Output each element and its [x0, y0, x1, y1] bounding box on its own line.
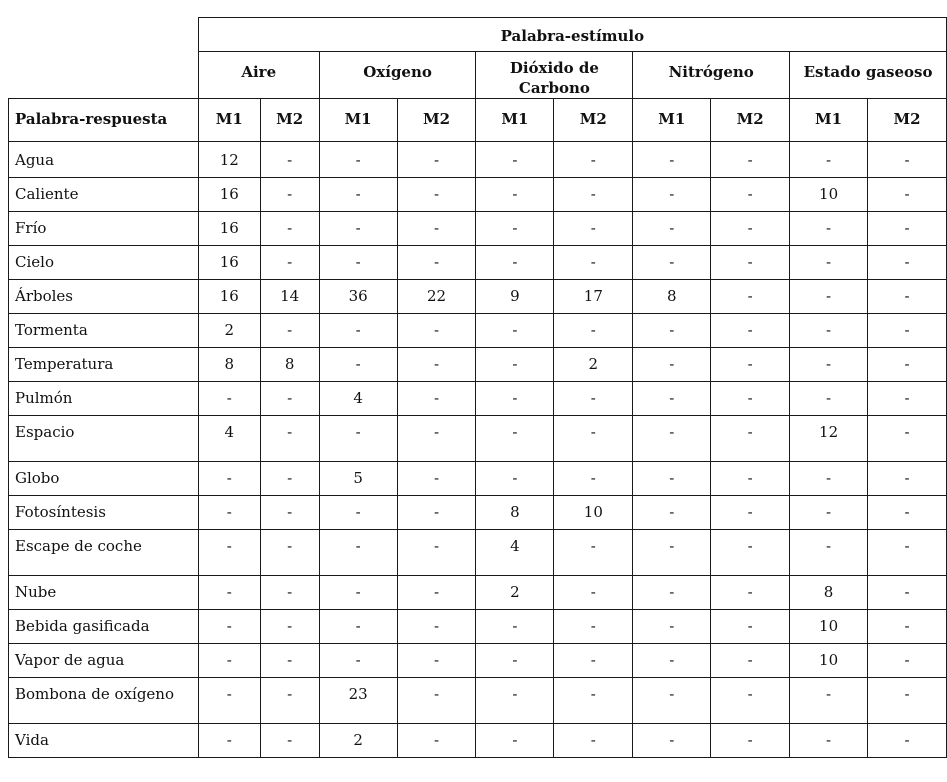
table-row	[9, 530, 947, 576]
value-cell: -	[633, 678, 711, 724]
value-cell: -	[319, 314, 397, 348]
table-row	[9, 212, 947, 246]
value-cell: 4	[476, 530, 554, 576]
value-cell: -	[790, 348, 868, 382]
table-row	[9, 644, 947, 678]
value-cell: -	[397, 142, 476, 178]
value-cell: 14	[260, 280, 319, 314]
table-row	[9, 178, 947, 212]
sub-header: M2	[260, 99, 319, 142]
value-cell: 5	[319, 462, 397, 496]
sub-header: M2	[554, 99, 633, 142]
value-cell: -	[554, 678, 633, 724]
value-cell: -	[198, 496, 260, 530]
value-cell: -	[319, 416, 397, 462]
value-cell: -	[711, 416, 790, 462]
value-cell: 17	[554, 280, 633, 314]
value-cell: -	[711, 348, 790, 382]
value-cell: -	[260, 382, 319, 416]
value-cell: -	[790, 314, 868, 348]
value-cell: -	[397, 212, 476, 246]
value-cell: -	[476, 178, 554, 212]
value-cell: 16	[198, 212, 260, 246]
value-cell: -	[868, 348, 947, 382]
response-word-cell: Árboles	[9, 280, 199, 314]
value-cell: -	[260, 462, 319, 496]
table-row	[9, 314, 947, 348]
value-cell: -	[397, 246, 476, 280]
value-cell: -	[711, 246, 790, 280]
value-cell: -	[260, 496, 319, 530]
value-cell: 10	[790, 644, 868, 678]
value-cell: -	[554, 610, 633, 644]
value-cell: -	[397, 462, 476, 496]
response-word-cell: Bebida gasificada	[9, 610, 199, 644]
value-cell: -	[319, 496, 397, 530]
value-cell: -	[319, 246, 397, 280]
value-cell: -	[868, 530, 947, 576]
value-cell: -	[397, 382, 476, 416]
value-cell: -	[868, 644, 947, 678]
sub-header: M1	[198, 99, 260, 142]
value-cell: -	[319, 644, 397, 678]
value-cell: -	[476, 348, 554, 382]
value-cell: -	[260, 576, 319, 610]
value-cell: 2	[476, 576, 554, 610]
value-cell: 23	[319, 678, 397, 724]
value-cell: -	[554, 530, 633, 576]
value-cell: -	[397, 678, 476, 724]
value-cell: -	[790, 142, 868, 178]
value-cell: 4	[319, 382, 397, 416]
table-row	[9, 610, 947, 644]
value-cell: -	[868, 678, 947, 724]
table-body	[9, 142, 947, 758]
value-cell: -	[319, 348, 397, 382]
value-cell: -	[198, 576, 260, 610]
value-cell: -	[711, 280, 790, 314]
value-cell: -	[554, 382, 633, 416]
table-row	[9, 246, 947, 280]
value-cell: -	[198, 382, 260, 416]
value-cell: -	[476, 610, 554, 644]
value-cell: -	[711, 462, 790, 496]
sub-header: M1	[476, 99, 554, 142]
value-cell: -	[260, 644, 319, 678]
value-cell: -	[397, 416, 476, 462]
value-cell: -	[476, 142, 554, 178]
response-word-cell: Vapor de agua	[9, 644, 199, 678]
group-header-estado-gaseoso: Estado gaseoso	[790, 52, 947, 99]
value-cell: -	[790, 496, 868, 530]
word-association-table	[8, 17, 947, 758]
value-cell: 16	[198, 246, 260, 280]
value-cell: 8	[198, 348, 260, 382]
table-row	[9, 280, 947, 314]
value-cell: -	[711, 496, 790, 530]
value-cell: -	[260, 142, 319, 178]
table-row	[9, 576, 947, 610]
table-row	[9, 678, 947, 724]
value-cell: -	[633, 644, 711, 678]
value-cell: -	[868, 314, 947, 348]
value-cell: -	[711, 314, 790, 348]
value-cell: -	[868, 496, 947, 530]
value-cell: -	[868, 576, 947, 610]
group-header-nitrogeno: Nitrógeno	[633, 52, 790, 99]
table-row	[9, 462, 947, 496]
sub-header: M2	[868, 99, 947, 142]
stimulus-header: Palabra-estímulo	[198, 18, 946, 52]
value-cell: -	[198, 610, 260, 644]
value-cell: -	[868, 212, 947, 246]
value-cell: 12	[198, 142, 260, 178]
value-cell: -	[868, 382, 947, 416]
value-cell: 2	[319, 724, 397, 758]
value-cell: -	[868, 246, 947, 280]
response-word-cell: Escape de coche	[9, 530, 199, 576]
value-cell: -	[319, 610, 397, 644]
value-cell: -	[633, 382, 711, 416]
value-cell: -	[260, 724, 319, 758]
value-cell: -	[554, 178, 633, 212]
value-cell: -	[397, 178, 476, 212]
group-header-aire: Aire	[198, 52, 319, 99]
value-cell: 10	[554, 496, 633, 530]
value-cell: -	[554, 416, 633, 462]
value-cell: -	[790, 724, 868, 758]
value-cell: 8	[790, 576, 868, 610]
table-container	[8, 17, 947, 758]
value-cell: -	[476, 678, 554, 724]
value-cell: -	[260, 212, 319, 246]
value-cell: -	[260, 678, 319, 724]
value-cell: -	[711, 530, 790, 576]
value-cell: -	[868, 280, 947, 314]
value-cell: -	[554, 212, 633, 246]
value-cell: -	[319, 212, 397, 246]
value-cell: 12	[790, 416, 868, 462]
value-cell: -	[711, 644, 790, 678]
value-cell: 4	[198, 416, 260, 462]
value-cell: -	[633, 462, 711, 496]
value-cell: -	[397, 576, 476, 610]
value-cell: -	[554, 576, 633, 610]
value-cell: -	[476, 212, 554, 246]
value-cell: -	[633, 496, 711, 530]
value-cell: -	[554, 246, 633, 280]
value-cell: -	[711, 576, 790, 610]
value-cell: -	[260, 416, 319, 462]
corner-blank-cell	[9, 18, 199, 99]
value-cell: 8	[260, 348, 319, 382]
group-header-dioxido-de-carbono: Dióxido de Carbono	[476, 52, 633, 99]
value-cell: -	[476, 246, 554, 280]
value-cell: -	[198, 644, 260, 678]
value-cell: 8	[476, 496, 554, 530]
value-cell: -	[397, 348, 476, 382]
value-cell: -	[198, 678, 260, 724]
value-cell: 16	[198, 178, 260, 212]
value-cell: -	[319, 576, 397, 610]
value-cell: 2	[554, 348, 633, 382]
value-cell: -	[476, 382, 554, 416]
value-cell: -	[711, 678, 790, 724]
value-cell: -	[790, 246, 868, 280]
value-cell: -	[711, 610, 790, 644]
response-word-cell: Bombona de oxígeno	[9, 678, 199, 724]
value-cell: -	[711, 724, 790, 758]
value-cell: -	[397, 724, 476, 758]
group-header-oxigeno: Oxígeno	[319, 52, 476, 99]
value-cell: -	[790, 212, 868, 246]
table-row	[9, 416, 947, 462]
sub-header: M1	[790, 99, 868, 142]
value-cell: -	[319, 530, 397, 576]
value-cell: -	[633, 530, 711, 576]
value-cell: -	[633, 610, 711, 644]
value-cell: 16	[198, 280, 260, 314]
value-cell: 8	[633, 280, 711, 314]
value-cell: -	[476, 724, 554, 758]
value-cell: -	[790, 530, 868, 576]
table-row	[9, 382, 947, 416]
value-cell: -	[319, 178, 397, 212]
value-cell: -	[711, 212, 790, 246]
value-cell: -	[260, 246, 319, 280]
response-column-header: Palabra-respuesta	[9, 99, 199, 142]
value-cell: -	[260, 530, 319, 576]
value-cell: 10	[790, 610, 868, 644]
value-cell: -	[633, 212, 711, 246]
table-row	[9, 724, 947, 758]
value-cell: -	[319, 142, 397, 178]
value-cell: -	[711, 178, 790, 212]
value-cell: 36	[319, 280, 397, 314]
response-word-cell: Nube	[9, 576, 199, 610]
value-cell: -	[198, 530, 260, 576]
response-word-cell: Globo	[9, 462, 199, 496]
value-cell: -	[868, 178, 947, 212]
value-cell: -	[260, 178, 319, 212]
value-cell: -	[633, 576, 711, 610]
value-cell: -	[633, 246, 711, 280]
value-cell: -	[633, 348, 711, 382]
value-cell: -	[633, 416, 711, 462]
response-word-cell: Cielo	[9, 246, 199, 280]
value-cell: -	[633, 314, 711, 348]
response-word-cell: Espacio	[9, 416, 199, 462]
value-cell: -	[397, 496, 476, 530]
value-cell: -	[868, 142, 947, 178]
response-word-cell: Agua	[9, 142, 199, 178]
value-cell: -	[633, 178, 711, 212]
value-cell: -	[476, 644, 554, 678]
value-cell: -	[554, 724, 633, 758]
value-cell: -	[260, 314, 319, 348]
value-cell: -	[711, 142, 790, 178]
value-cell: -	[790, 382, 868, 416]
value-cell: -	[397, 530, 476, 576]
value-cell: -	[868, 462, 947, 496]
value-cell: -	[397, 644, 476, 678]
response-word-cell: Vida	[9, 724, 199, 758]
value-cell: -	[476, 416, 554, 462]
value-cell: 22	[397, 280, 476, 314]
sub-header: M1	[319, 99, 397, 142]
response-word-cell: Pulmón	[9, 382, 199, 416]
value-cell: -	[476, 314, 554, 348]
response-word-cell: Tormenta	[9, 314, 199, 348]
value-cell: -	[554, 462, 633, 496]
value-cell: -	[397, 610, 476, 644]
value-cell: -	[554, 644, 633, 678]
value-cell: -	[868, 724, 947, 758]
value-cell: -	[554, 142, 633, 178]
value-cell: -	[198, 462, 260, 496]
table-row	[9, 496, 947, 530]
value-cell: 10	[790, 178, 868, 212]
value-cell: -	[790, 678, 868, 724]
sub-header: M1	[633, 99, 711, 142]
value-cell: -	[868, 416, 947, 462]
value-cell: -	[868, 610, 947, 644]
sub-header: M2	[711, 99, 790, 142]
value-cell: -	[198, 724, 260, 758]
sub-header: M2	[397, 99, 476, 142]
value-cell: -	[554, 314, 633, 348]
response-word-cell: Caliente	[9, 178, 199, 212]
value-cell: 9	[476, 280, 554, 314]
value-cell: -	[790, 462, 868, 496]
value-cell: -	[633, 142, 711, 178]
value-cell: -	[397, 314, 476, 348]
value-cell: -	[633, 724, 711, 758]
table-row	[9, 348, 947, 382]
response-word-cell: Frío	[9, 212, 199, 246]
table-row	[9, 142, 947, 178]
value-cell: -	[260, 610, 319, 644]
value-cell: -	[790, 280, 868, 314]
value-cell: 2	[198, 314, 260, 348]
value-cell: -	[711, 382, 790, 416]
response-word-cell: Temperatura	[9, 348, 199, 382]
response-word-cell: Fotosíntesis	[9, 496, 199, 530]
value-cell: -	[476, 462, 554, 496]
